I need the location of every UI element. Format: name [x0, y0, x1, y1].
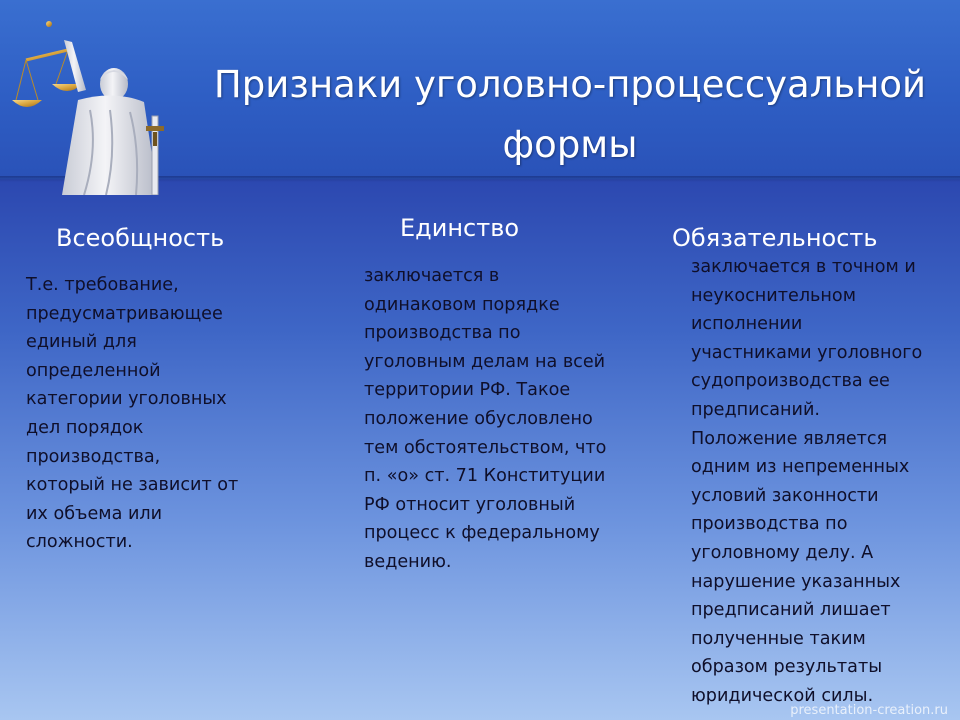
- text-line: нарушение указанных: [691, 571, 901, 592]
- column-body-unity: [364, 262, 606, 577]
- text-line: территории РФ. Такое: [364, 380, 571, 401]
- text-line: полученные таким: [691, 628, 866, 649]
- text-line: заключается в: [364, 266, 500, 286]
- text-line: их объема или: [26, 503, 163, 524]
- text-line: определенной: [26, 360, 161, 381]
- text-line: участниками уголовного: [691, 342, 923, 363]
- column-body-universality: [26, 271, 238, 557]
- text-line: положение обусловлено: [364, 408, 593, 429]
- text-line: процесс к федеральному: [364, 523, 600, 544]
- text-line: условий законности: [691, 485, 879, 506]
- text-line: единый для: [26, 332, 137, 353]
- text-line: Положение является: [691, 428, 888, 449]
- text-line: предписаний.: [691, 399, 821, 420]
- text-line: предусматривающее: [26, 303, 223, 324]
- text-line: уголовным делам на всей: [364, 351, 606, 372]
- slide-title: [200, 55, 940, 175]
- text-line: ведению.: [364, 551, 452, 572]
- text-line: одним из непременных: [691, 457, 910, 478]
- text-line: одинаковом порядке: [364, 294, 560, 315]
- text-line: тем обстоятельством, что: [364, 437, 607, 458]
- text-line: исполнении: [691, 314, 803, 335]
- themis-justice-statue-icon: [6, 10, 186, 195]
- text-line: сложности.: [26, 532, 133, 553]
- slide-title-line-1: Признаки уголовно-процессуальной: [213, 63, 927, 106]
- text-line: п. «о» ст. 71 Конституции: [364, 466, 606, 487]
- column-heading-unity: Единство: [400, 214, 520, 242]
- watermark: presentation-creation.ru: [790, 703, 948, 718]
- text-line: Т.е. требование,: [26, 275, 179, 295]
- text-line: который не зависит от: [26, 475, 239, 496]
- text-line: юридической силы.: [691, 685, 874, 706]
- column-body-obligation: [691, 253, 922, 711]
- text-line: категории уголовных: [26, 389, 227, 410]
- text-line: предписаний лишает: [691, 600, 891, 621]
- text-line: РФ относит уголовный: [364, 494, 576, 515]
- text-line: судопроизводства ее: [691, 371, 890, 392]
- text-line: заключается в точном и: [691, 257, 916, 277]
- text-line: производства,: [26, 446, 161, 467]
- text-line: дел порядок: [26, 417, 144, 438]
- column-heading-obligation: Обязательность: [672, 224, 878, 252]
- text-line: производства по: [691, 514, 848, 535]
- text-line: образом результаты: [691, 657, 883, 678]
- slide-title-line-2: формы: [502, 123, 638, 166]
- text-line: уголовному делу. А: [691, 542, 874, 563]
- column-heading-universality: Всеобщность: [56, 224, 225, 252]
- text-line: производства по: [364, 323, 521, 344]
- text-line: неукоснительном: [691, 285, 856, 306]
